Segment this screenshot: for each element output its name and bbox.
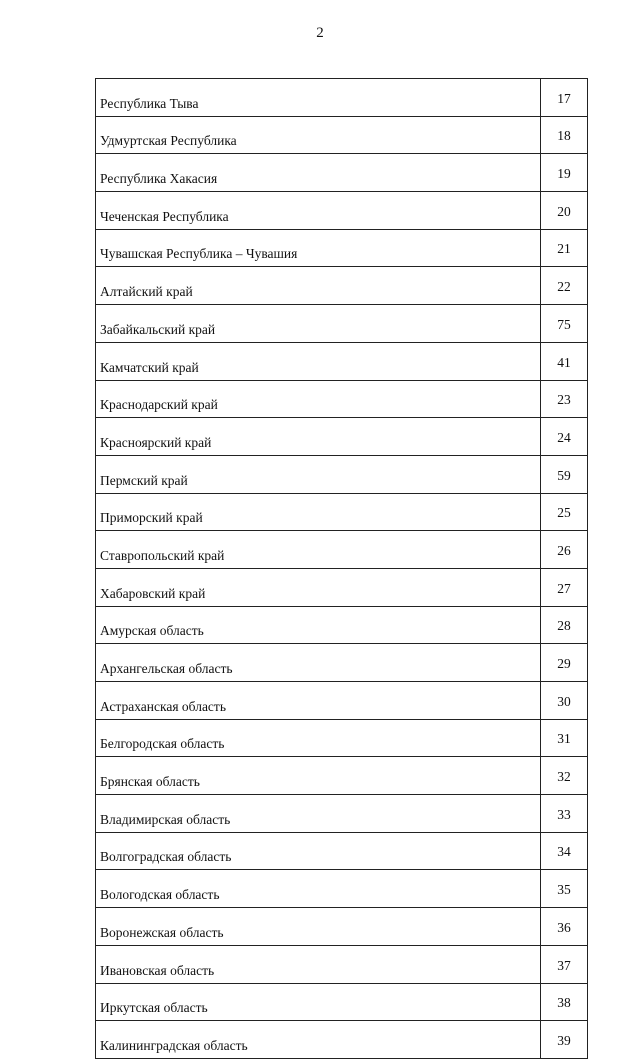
table-row bbox=[96, 418, 588, 456]
table-row bbox=[96, 719, 588, 757]
table-row bbox=[96, 795, 588, 833]
region-code: 19 bbox=[541, 154, 588, 192]
region-name: Волгоградская область bbox=[96, 832, 541, 870]
region-code: 18 bbox=[541, 116, 588, 154]
page-number: 2 bbox=[316, 25, 324, 41]
table-row bbox=[96, 945, 588, 983]
region-code: 33 bbox=[541, 795, 588, 833]
region-code: 39 bbox=[541, 1021, 588, 1059]
regions-table-body bbox=[96, 79, 588, 1059]
table-row bbox=[96, 380, 588, 418]
region-name: Пермский край bbox=[96, 455, 541, 493]
table-row bbox=[96, 568, 588, 606]
table-row bbox=[96, 493, 588, 531]
region-code: 24 bbox=[541, 418, 588, 456]
region-code: 29 bbox=[541, 644, 588, 682]
regions-table bbox=[95, 78, 588, 1059]
table-row bbox=[96, 154, 588, 192]
region-name: Хабаровский край bbox=[96, 568, 541, 606]
table-row bbox=[96, 79, 588, 117]
table-row bbox=[96, 1021, 588, 1059]
table-row bbox=[96, 757, 588, 795]
region-code: 41 bbox=[541, 342, 588, 380]
region-code: 34 bbox=[541, 832, 588, 870]
region-name: Калининградская область bbox=[96, 1021, 541, 1059]
region-name: Красноярский край bbox=[96, 418, 541, 456]
region-name: Ивановская область bbox=[96, 945, 541, 983]
table-row bbox=[96, 342, 588, 380]
table-row bbox=[96, 531, 588, 569]
table-row bbox=[96, 116, 588, 154]
region-name: Краснодарский край bbox=[96, 380, 541, 418]
table-row bbox=[96, 267, 588, 305]
table-row bbox=[96, 305, 588, 343]
region-name: Чувашская Республика – Чувашия bbox=[96, 229, 541, 267]
region-code: 28 bbox=[541, 606, 588, 644]
region-name: Камчатский край bbox=[96, 342, 541, 380]
region-code: 30 bbox=[541, 682, 588, 720]
region-code: 31 bbox=[541, 719, 588, 757]
region-name: Архангельская область bbox=[96, 644, 541, 682]
region-code: 27 bbox=[541, 568, 588, 606]
region-code: 20 bbox=[541, 192, 588, 230]
region-code: 75 bbox=[541, 305, 588, 343]
region-name: Белгородская область bbox=[96, 719, 541, 757]
table-row bbox=[96, 908, 588, 946]
region-name: Владимирская область bbox=[96, 795, 541, 833]
table-row bbox=[96, 229, 588, 267]
table-row bbox=[96, 870, 588, 908]
region-name: Иркутская область bbox=[96, 983, 541, 1021]
region-code: 23 bbox=[541, 380, 588, 418]
region-code: 32 bbox=[541, 757, 588, 795]
region-name: Республика Тыва bbox=[96, 79, 541, 117]
table-row bbox=[96, 832, 588, 870]
region-code: 22 bbox=[541, 267, 588, 305]
region-code: 17 bbox=[541, 79, 588, 117]
region-code: 25 bbox=[541, 493, 588, 531]
region-name: Забайкальский край bbox=[96, 305, 541, 343]
region-name: Астраханская область bbox=[96, 682, 541, 720]
region-code: 21 bbox=[541, 229, 588, 267]
table-row bbox=[96, 192, 588, 230]
region-name: Республика Хакасия bbox=[96, 154, 541, 192]
region-name: Ставропольский край bbox=[96, 531, 541, 569]
region-code: 59 bbox=[541, 455, 588, 493]
table-row bbox=[96, 682, 588, 720]
region-code: 37 bbox=[541, 945, 588, 983]
region-code: 35 bbox=[541, 870, 588, 908]
region-code: 38 bbox=[541, 983, 588, 1021]
region-name: Воронежская область bbox=[96, 908, 541, 946]
table-row bbox=[96, 644, 588, 682]
region-name: Амурская область bbox=[96, 606, 541, 644]
region-code: 26 bbox=[541, 531, 588, 569]
region-code: 36 bbox=[541, 908, 588, 946]
table-row bbox=[96, 983, 588, 1021]
region-name: Удмуртская Республика bbox=[96, 116, 541, 154]
region-name: Вологодская область bbox=[96, 870, 541, 908]
region-name: Алтайский край bbox=[96, 267, 541, 305]
region-name: Брянская область bbox=[96, 757, 541, 795]
region-name: Чеченская Республика bbox=[96, 192, 541, 230]
table-row bbox=[96, 606, 588, 644]
table-row bbox=[96, 455, 588, 493]
region-name: Приморский край bbox=[96, 493, 541, 531]
